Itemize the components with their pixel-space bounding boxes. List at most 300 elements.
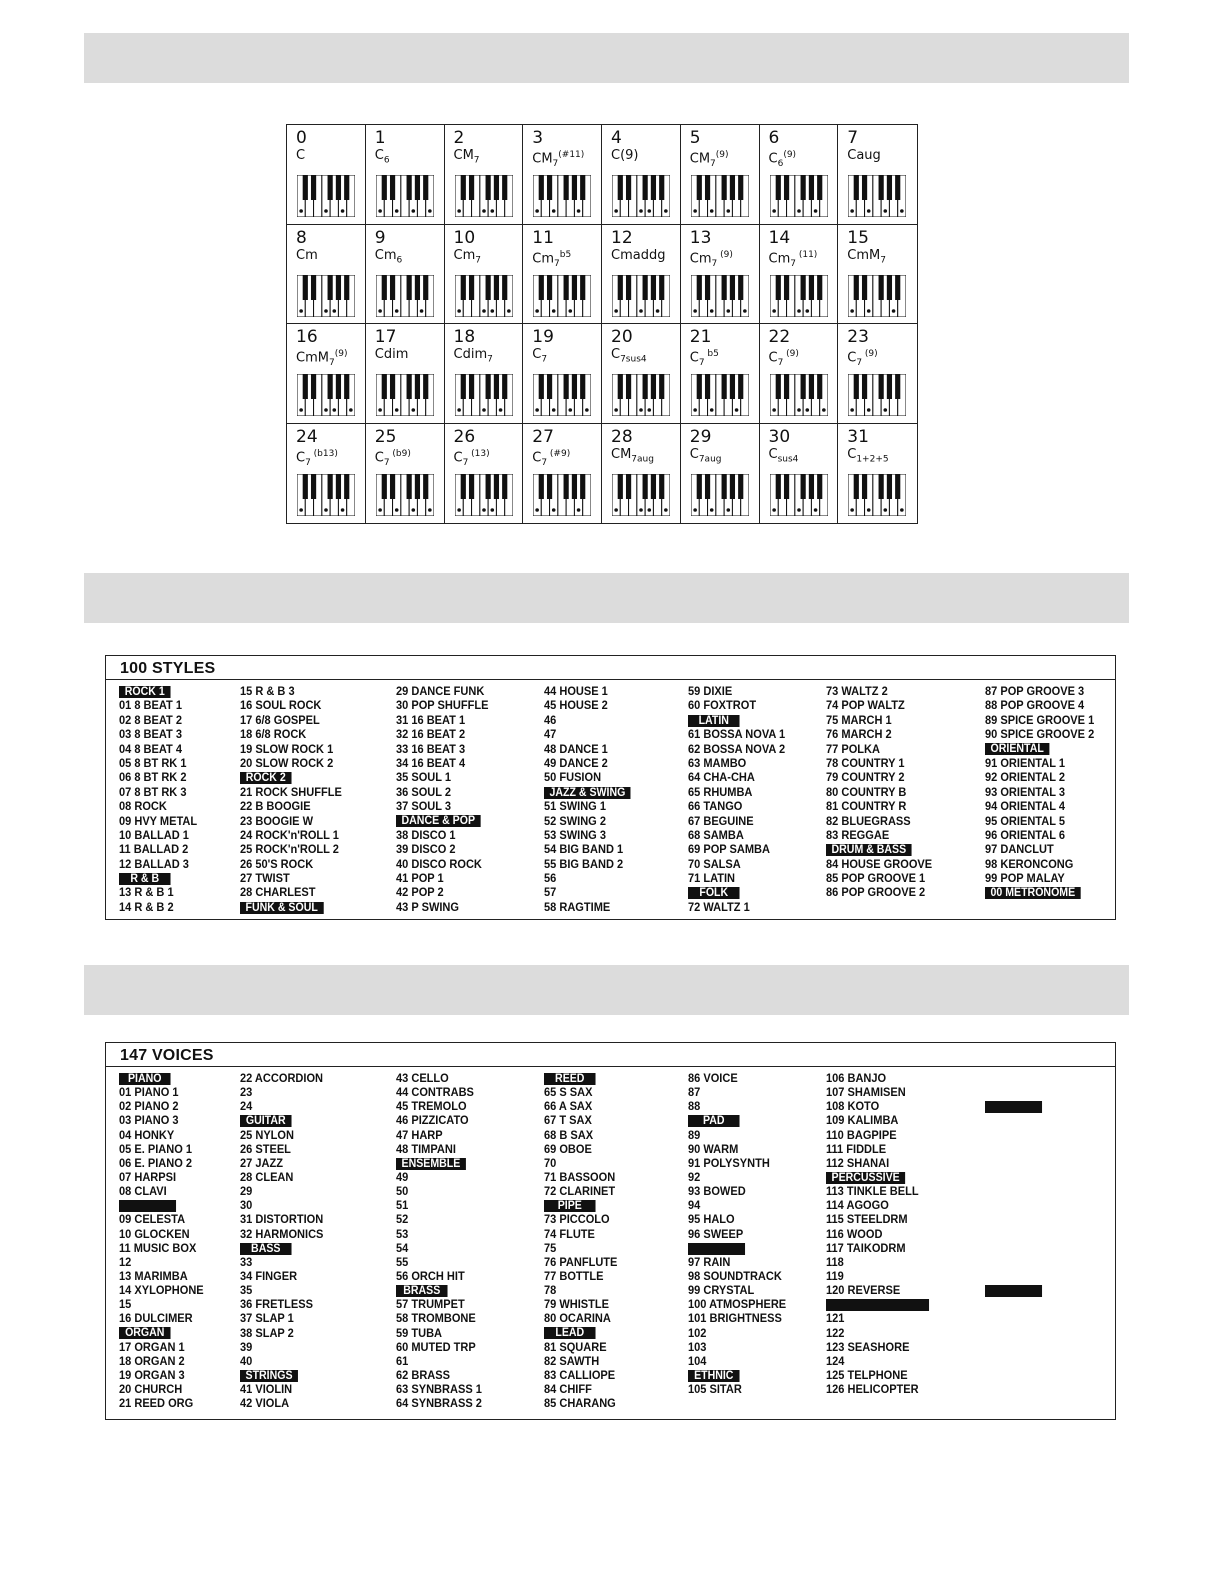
style-entry: 35 SOUL 1 (396, 770, 452, 785)
voice-entry: 41 VIOLIN (240, 1382, 293, 1397)
voice-entry (985, 1184, 1042, 1198)
chord-name: $Cm_7$ $^{(9)}$ (689, 249, 733, 269)
voice-entry: 24 (240, 1099, 253, 1114)
keyboard-diagram (691, 175, 749, 217)
chord-cell (445, 125, 524, 225)
voice-entry: 33 (240, 1254, 253, 1269)
voice-entry: 66 A SAX (544, 1099, 593, 1114)
category-label: PIPE (544, 1198, 617, 1212)
chord-name: Caug (847, 148, 881, 163)
voice-entry: 71 BASSOON (544, 1169, 616, 1184)
voice-entry: 112 SHANAI (826, 1155, 890, 1170)
voice-entry (985, 1142, 1042, 1156)
redacted-label (826, 1297, 929, 1311)
keyboard-diagram (455, 374, 513, 416)
voice-entry: 103 (688, 1339, 707, 1354)
chord-name: Cdim (374, 347, 409, 362)
style-entry: 95 ORIENTAL 5 (985, 813, 1065, 828)
chord-cell (681, 324, 760, 424)
voice-entry: 89 (688, 1127, 701, 1142)
style-entry: 69 POP SAMBA (688, 842, 771, 857)
style-entry: 33 16 BEAT 3 (396, 741, 466, 756)
voice-entry (985, 1255, 1042, 1269)
chord-name: Cmaddg (611, 247, 666, 263)
style-entry: 02 8 BEAT 2 (119, 712, 183, 727)
style-entry: 21 ROCK SHUFFLE (240, 784, 342, 799)
voice-entry: 45 TREMOLO (396, 1099, 467, 1114)
category-label: ORIENTAL (985, 742, 1094, 756)
category-label: PIANO (119, 1071, 204, 1085)
chord-number: 15 (847, 227, 869, 248)
voice-entry: 69 OBOE (544, 1141, 592, 1156)
style-entry: 24 ROCK'n'ROLL 1 (240, 827, 339, 842)
voice-entry: 81 SQUARE (544, 1339, 607, 1354)
voice-entry: 120 REVERSE (826, 1283, 901, 1298)
voice-entry: 48 TIMPANI (396, 1141, 456, 1156)
keyboard-diagram (612, 374, 670, 416)
style-entry: 37 SOUL 3 (396, 799, 452, 814)
styles-column (544, 684, 638, 914)
voice-entry: 105 SITAR (688, 1382, 742, 1397)
style-entry: 14 R & B 2 (119, 899, 174, 914)
style-entry: 08 ROCK (119, 799, 167, 814)
voice-entry: 54 (396, 1240, 409, 1255)
voice-entry: 03 PIANO 3 (119, 1113, 179, 1128)
style-entry: 72 WALTZ 1 (688, 899, 750, 914)
chord-cell (366, 424, 445, 524)
voice-entry: 01 PIANO 1 (119, 1085, 179, 1100)
chord-cell (602, 324, 681, 424)
category-label: DANCE & POP (396, 814, 488, 828)
voice-entry: 106 BANJO (826, 1071, 887, 1085)
style-entry: 40 DISCO ROCK (396, 856, 482, 871)
chord-number: 22 (768, 327, 791, 347)
category-label: BRASS (396, 1283, 482, 1297)
voices-column (544, 1071, 624, 1410)
style-entry: 65 RHUMBA (688, 784, 753, 799)
voice-entry: 125 TELPHONE (826, 1367, 908, 1382)
chord-name: $C_7$ $^{(13)}$ (453, 448, 490, 468)
voice-entry: 49 (396, 1169, 409, 1184)
chord-name: $C_7$ $^{(b13)}$ (296, 448, 338, 468)
keyboard-diagram (376, 374, 434, 416)
style-entry: 04 8 BEAT 4 (119, 741, 183, 756)
style-entry: 52 SWING 2 (544, 813, 606, 828)
chord-cell (445, 424, 524, 524)
chord-name: CmM$_7^{(9)}$ (296, 349, 348, 368)
voice-entry: 28 CLEAN (240, 1169, 294, 1184)
style-entry: 16 SOUL ROCK (240, 698, 322, 713)
voice-entry (985, 1156, 1042, 1170)
voice-entry: 85 CHARANG (544, 1396, 616, 1411)
chord-cell (838, 125, 917, 225)
chord-name: C(9) (611, 148, 639, 163)
voice-entry: 39 (240, 1339, 253, 1354)
voice-entry: 37 SLAP 1 (240, 1311, 294, 1326)
styles-column (826, 684, 941, 900)
style-entry: 53 SWING 3 (544, 827, 606, 842)
style-entry: 30 POP SHUFFLE (396, 698, 489, 713)
style-entry: 56 (544, 871, 557, 886)
voice-entry: 15 (119, 1297, 132, 1312)
voice-entry: 88 (688, 1099, 701, 1114)
voice-entry: 98 SOUNDTRACK (688, 1268, 782, 1283)
voice-entry: 111 FIDDLE (826, 1141, 887, 1156)
chord-cell (523, 424, 602, 524)
chord-cell (838, 324, 917, 424)
category-label: ETHNIC (688, 1368, 786, 1382)
voice-entry: 64 SYNBRASS 2 (396, 1396, 482, 1411)
chord-number: 5 (689, 128, 701, 148)
keyboard-diagram (848, 374, 906, 416)
voice-entry: 114 AGOGO (826, 1198, 889, 1213)
category-label: PAD (688, 1113, 786, 1127)
voice-entry (985, 1212, 1042, 1226)
chord-number: 25 (374, 426, 397, 447)
voice-entry: 36 FRETLESS (240, 1297, 314, 1312)
voice-entry (985, 1128, 1042, 1142)
style-entry: 91 ORIENTAL 1 (985, 755, 1065, 770)
chord-cell (681, 125, 760, 225)
style-entry: 74 POP WALTZ (826, 698, 905, 713)
style-entry: 13 R & B 1 (119, 885, 174, 900)
chord-number: 23 (847, 327, 869, 347)
keyboard-diagram (848, 175, 906, 217)
chord-number: 17 (374, 327, 397, 347)
voice-entry: 104 (688, 1353, 707, 1368)
keyboard-diagram (376, 175, 434, 217)
chord-name: $C_7$ $^{(9)}$ (847, 349, 878, 368)
chord-number: 6 (768, 128, 780, 148)
voice-entry: 68 B SAX (544, 1127, 594, 1142)
chord-number: 3 (532, 128, 544, 148)
keyboard-diagram (612, 275, 670, 317)
style-entry: 88 POP GROOVE 4 (985, 698, 1085, 713)
chord-cell (287, 424, 366, 524)
styles-column (985, 684, 1104, 900)
voice-entry: 80 OCARINA (544, 1311, 611, 1326)
voices-column (688, 1071, 795, 1396)
style-entry: 47 (544, 727, 557, 742)
voice-entry (985, 1198, 1042, 1212)
voice-entry: 23 (240, 1085, 253, 1100)
voice-entry: 72 CLARINET (544, 1184, 616, 1199)
chord-number: 7 (847, 128, 859, 148)
chord-name: C (296, 148, 306, 163)
voice-entry: 61 (396, 1353, 409, 1368)
voice-entry: 44 CONTRABS (396, 1085, 474, 1100)
style-entry: 82 BLUEGRASS (826, 813, 911, 828)
category-label: FOLK (688, 885, 785, 899)
voice-entry: 116 WOOD (826, 1226, 883, 1241)
style-entry: 32 16 BEAT 2 (396, 727, 466, 742)
keyboard-diagram (297, 474, 355, 516)
chord-cell (523, 125, 602, 225)
voice-entry: 124 (826, 1353, 845, 1368)
chord-cell (602, 125, 681, 225)
voice-entry (985, 1170, 1042, 1184)
style-entry: 73 WALTZ 2 (826, 684, 888, 698)
voice-entry: 113 TINKLE BELL (826, 1184, 919, 1199)
style-entry: 49 DANCE 2 (544, 755, 608, 770)
voice-entry: 65 S SAX (544, 1085, 593, 1100)
voice-entry: 08 CLAVI (119, 1184, 167, 1199)
style-entry: 70 SALSA (688, 856, 741, 871)
style-entry: 75 MARCH 1 (826, 712, 892, 727)
category-label: STRINGS (240, 1368, 323, 1382)
chord-cell (445, 324, 524, 424)
chord-cell (445, 225, 524, 325)
style-entry: 59 DIXIE (688, 684, 733, 698)
style-entry: 28 CHARLEST (240, 885, 316, 900)
voice-entry: 55 (396, 1254, 409, 1269)
style-entry: 18 6/8 ROCK (240, 727, 307, 742)
style-entry: 48 DANCE 1 (544, 741, 608, 756)
style-entry: 05 8 BT RK 1 (119, 755, 187, 770)
chord-cell (760, 424, 839, 524)
voice-entry: 75 (544, 1240, 557, 1255)
voice-entry: 122 (826, 1325, 845, 1340)
chord-cell (366, 125, 445, 225)
chord-name: $C_7$ $^{b5}$ (689, 349, 719, 368)
style-entry: 36 SOUL 2 (396, 784, 452, 799)
category-label: ENSEMBLE (396, 1156, 482, 1170)
voice-entry: 50 (396, 1184, 409, 1199)
style-entry: 07 8 BT RK 3 (119, 784, 187, 799)
redacted-label (985, 1099, 1042, 1113)
voices-column (396, 1071, 489, 1410)
category-label: PERCUSSIVE (826, 1170, 929, 1184)
category-label: DRUM & BASS (826, 842, 932, 856)
voice-entry: 73 PICCOLO (544, 1212, 610, 1227)
voice-entry: 53 (396, 1226, 409, 1241)
style-entry: 51 SWING 1 (544, 799, 606, 814)
style-entry: 93 ORIENTAL 3 (985, 784, 1065, 799)
chord-cell (681, 225, 760, 325)
voice-entry: 58 TROMBONE (396, 1311, 476, 1326)
voice-entry (985, 1085, 1042, 1099)
voice-entry: 07 HARPSI (119, 1169, 177, 1184)
voice-entry: 96 SWEEP (688, 1226, 744, 1241)
voices-title: 147 VOICES (106, 1043, 1115, 1067)
keyboard-diagram (455, 275, 513, 317)
style-entry: 42 POP 2 (396, 885, 444, 900)
voice-entry: 16 DULCIMER (119, 1311, 193, 1326)
style-entry: 26 50'S ROCK (240, 856, 314, 871)
chord-number: 4 (611, 128, 622, 148)
styles-column (119, 684, 204, 914)
style-entry: 20 SLOW ROCK 2 (240, 755, 334, 770)
voice-entry: 95 HALO (688, 1212, 735, 1227)
voice-entry: 91 POLYSYNTH (688, 1155, 770, 1170)
style-entry: 12 BALLAD 3 (119, 856, 189, 871)
chord-name: Cdim$_7$ (453, 347, 493, 365)
style-entry: 80 COUNTRY B (826, 784, 907, 799)
chord-number: 19 (532, 327, 554, 347)
redacted-label (688, 1241, 786, 1255)
keyboard-diagram (455, 474, 513, 516)
voice-entry: 11 MUSIC BOX (119, 1240, 197, 1255)
voice-entry: 52 (396, 1212, 409, 1227)
style-entry: 23 BOOGIE W (240, 813, 314, 828)
chord-name: $CM_7^{(\#11)}$ (532, 150, 585, 169)
keyboard-diagram (533, 175, 591, 217)
chord-number: 28 (611, 426, 633, 447)
chord-number: 30 (768, 426, 791, 447)
chord-cell (523, 225, 602, 325)
voice-entry: 10 GLOCKEN (119, 1226, 190, 1241)
keyboard-diagram (533, 374, 591, 416)
chord-number: 11 (532, 227, 554, 248)
chord-cell (838, 424, 917, 524)
chord-cell (287, 125, 366, 225)
style-entry: 97 DANCLUT (985, 842, 1054, 857)
keyboard-diagram (455, 175, 513, 217)
chord-name: $C_{sus4}$ (768, 446, 799, 465)
chord-name: $C_7$ $^{(\#9)}$ (532, 448, 571, 468)
category-label: ROCK 2 (240, 770, 342, 784)
style-entry: 03 8 BEAT 3 (119, 727, 183, 742)
chord-number: 12 (611, 227, 633, 248)
voice-entry: 115 STEELDRM (826, 1212, 908, 1227)
chord-number: 2 (453, 128, 465, 148)
voice-entry: 109 KALIMBA (826, 1113, 899, 1128)
chord-chart (286, 124, 918, 524)
voice-entry: 63 SYNBRASS 1 (396, 1382, 482, 1397)
style-entry: 96 ORIENTAL 6 (985, 827, 1065, 842)
voice-entry: 04 HONKY (119, 1127, 175, 1142)
keyboard-diagram (612, 175, 670, 217)
style-entry: 39 DISCO 2 (396, 842, 456, 857)
chord-number: 14 (768, 227, 791, 248)
voice-entry: 06 E. PIANO 2 (119, 1155, 193, 1170)
style-entry: 41 POP 1 (396, 871, 444, 886)
style-entry: 60 FOXTROT (688, 698, 757, 713)
voice-entry: 29 (240, 1184, 253, 1199)
voice-entry: 09 CELESTA (119, 1212, 186, 1227)
chord-cell (681, 424, 760, 524)
keyboard-diagram (770, 474, 828, 516)
styles-column (240, 684, 351, 914)
style-entry: 62 BOSSA NOVA 2 (688, 741, 786, 756)
voice-entry: 05 E. PIANO 1 (119, 1141, 193, 1156)
chord-number: 10 (453, 227, 476, 248)
voice-entry: 102 (688, 1325, 707, 1340)
style-entry: 76 MARCH 2 (826, 727, 892, 742)
voice-entry (985, 1113, 1042, 1127)
style-entry: 06 8 BT RK 2 (119, 770, 187, 785)
voice-entry: 67 T SAX (544, 1113, 592, 1128)
chord-cell (366, 225, 445, 325)
voice-entry: 31 DISTORTION (240, 1212, 324, 1227)
style-entry: 63 MAMBO (688, 755, 747, 770)
style-entry: 67 BEGUINE (688, 813, 754, 828)
chord-number: 9 (374, 227, 386, 248)
section-header-bar (84, 965, 1129, 1015)
category-label: LATIN (688, 713, 785, 727)
chord-cell (287, 324, 366, 424)
style-entry: 77 POLKA (826, 741, 880, 756)
section-header-bar (84, 573, 1129, 623)
chord-name: Cm (296, 247, 318, 263)
style-entry: 19 SLOW ROCK 1 (240, 741, 334, 756)
voice-entry: 101 BRIGHTNESS (688, 1311, 782, 1326)
voice-entry: 99 CRYSTAL (688, 1283, 755, 1298)
style-entry: 34 16 BEAT 4 (396, 755, 466, 770)
voice-entry: 70 (544, 1155, 557, 1170)
voice-entry: 30 (240, 1198, 253, 1213)
voice-entry: 12 (119, 1254, 132, 1269)
style-entry: 45 HOUSE 2 (544, 698, 608, 713)
chord-name: $C_{7aug}$ (689, 446, 722, 465)
style-entry: 68 SAMBA (688, 827, 744, 842)
style-entry: 86 POP GROOVE 2 (826, 885, 926, 900)
category-label: BASS (240, 1241, 323, 1255)
keyboard-diagram (376, 275, 434, 317)
styles-list (105, 655, 1116, 920)
keyboard-diagram (691, 275, 749, 317)
chord-cell (760, 125, 839, 225)
keyboard-diagram (770, 275, 828, 317)
keyboard-diagram (297, 175, 355, 217)
voice-entry: 100 ATMOSPHERE (688, 1297, 787, 1312)
voice-entry: 02 PIANO 2 (119, 1099, 179, 1114)
voice-entry: 56 ORCH HIT (396, 1268, 465, 1283)
voice-entry: 123 SEASHORE (826, 1339, 910, 1354)
keyboard-diagram (848, 275, 906, 317)
voice-entry: 38 SLAP 2 (240, 1325, 294, 1340)
chord-name: $Cm_7$ $^{(11)}$ (768, 249, 818, 269)
style-entry: 31 16 BEAT 1 (396, 712, 466, 727)
style-entry: 43 P SWING (396, 899, 459, 914)
category-label: LEAD (544, 1326, 617, 1340)
chord-name: $C_7$ $^{(b9)}$ (374, 448, 411, 468)
style-entry: 46 (544, 712, 557, 727)
chord-cell (523, 324, 602, 424)
chord-number: 13 (689, 227, 712, 248)
styles-title: 100 STYLES (106, 656, 1115, 680)
keyboard-diagram (770, 175, 828, 217)
redacted-label (119, 1198, 204, 1212)
voice-entry: 76 PANFLUTE (544, 1254, 618, 1269)
chord-number: 29 (689, 426, 712, 447)
category-label: JAZZ & SWING (544, 785, 631, 799)
section-header-bar (84, 33, 1129, 83)
style-entry: 38 DISCO 1 (396, 827, 456, 842)
style-entry: 66 TANGO (688, 799, 743, 814)
style-entry: 58 RAGTIME (544, 899, 611, 914)
voice-entry: 18 ORGAN 2 (119, 1353, 185, 1368)
voice-entry: 92 (688, 1169, 701, 1184)
voices-column (985, 1071, 1047, 1297)
chord-number: 21 (689, 327, 712, 347)
voice-entry: 79 WHISTLE (544, 1297, 610, 1312)
style-entry: 15 R & B 3 (240, 684, 295, 698)
style-entry: 01 8 BEAT 1 (119, 698, 183, 713)
chord-number: 0 (296, 128, 307, 148)
style-entry: 98 KERONCONG (985, 856, 1074, 871)
keyboard-diagram (691, 374, 749, 416)
style-entry: 83 REGGAE (826, 827, 890, 842)
keyboard-diagram (770, 374, 828, 416)
voice-entry: 59 TUBA (396, 1325, 443, 1340)
chord-cell (838, 225, 917, 325)
style-entry: 92 ORIENTAL 2 (985, 770, 1065, 785)
chord-cell (760, 225, 839, 325)
voice-entry (985, 1269, 1042, 1283)
keyboard-diagram (297, 374, 355, 416)
category-label: GUITAR (240, 1113, 323, 1127)
